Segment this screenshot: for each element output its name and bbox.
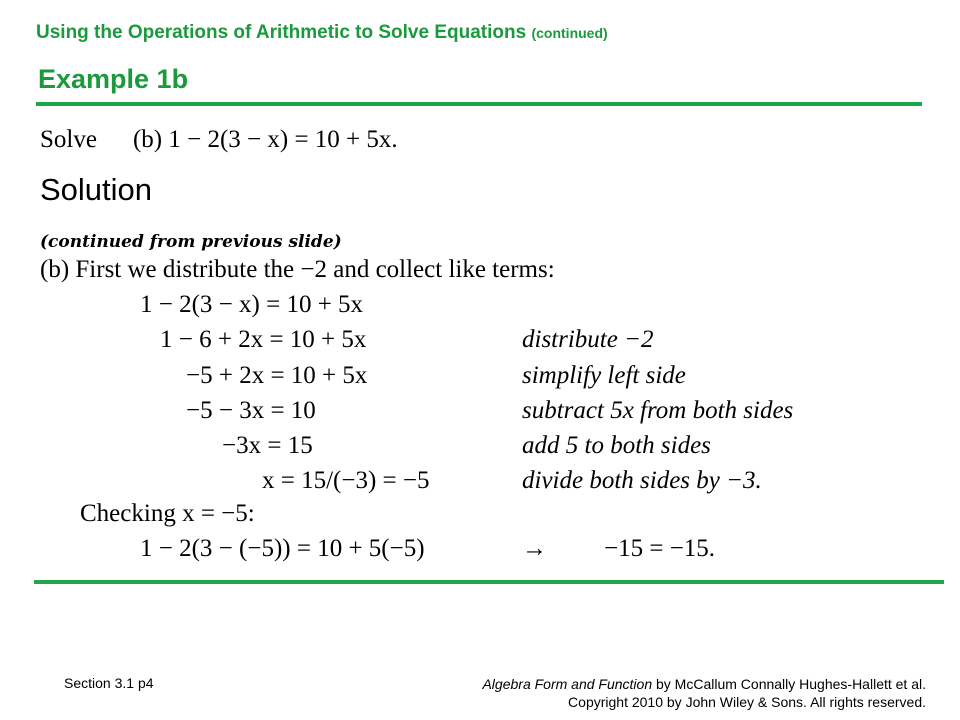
footer-book-line (482, 675, 926, 693)
footer-credit (482, 675, 926, 711)
check-equation: 1 − 2(3 − (−5)) = 10 + 5(−5) (140, 535, 425, 562)
problem-statement (40, 126, 398, 154)
equation-step: −5 + 2x = 10 + 5x (186, 362, 368, 389)
problem-label: Solve (40, 126, 97, 153)
bottom-divider (34, 580, 944, 584)
example-title: Example 1b (38, 64, 189, 94)
check-label: Checking x = −5: (80, 500, 255, 527)
problem-text: (b) 1 − 2(3 − x) = 10 + 5x. (132, 126, 398, 153)
step-note: add 5 to both sides (522, 432, 711, 459)
solution-intro: (b) First we distribute the −2 and collect like terms: (40, 256, 555, 283)
step-note: divide both sides by −3. (522, 467, 762, 494)
check-result: −15 = −15. (604, 535, 716, 562)
header-title-text: Using the Operations of Arithmetic to Solve Equations (36, 22, 527, 43)
top-divider (36, 102, 922, 106)
solution-heading: Solution (40, 172, 153, 207)
step-note: distribute −2 (522, 326, 654, 353)
footer-book-credit: by McCallum Connally Hughes-Hallett et al. (652, 676, 926, 692)
footer-section: Section 3.1 p4 (64, 675, 154, 691)
header-title-suffix: (continued) (531, 25, 608, 41)
step-note: subtract 5x from both sides (522, 397, 794, 424)
equation-step: −3x = 15 (222, 432, 313, 459)
equation-step: 1 − 2(3 − x) = 10 + 5x (140, 291, 364, 318)
equation-step: x = 15/(−3) = −5 (262, 467, 430, 494)
slide-header-title (36, 22, 608, 44)
footer-copyright: Copyright 2010 by John Wiley & Sons. All rights reserved. (568, 694, 926, 710)
step-note: simplify left side (522, 362, 686, 389)
continued-note: (continued from previous slide) (40, 232, 342, 252)
right-arrow-icon: → (522, 535, 547, 562)
equation-step: −5 − 3x = 10 (186, 397, 316, 424)
footer-book-title: Algebra Form and Function (482, 676, 653, 692)
equation-step: 1 − 6 + 2x = 10 + 5x (160, 326, 367, 353)
